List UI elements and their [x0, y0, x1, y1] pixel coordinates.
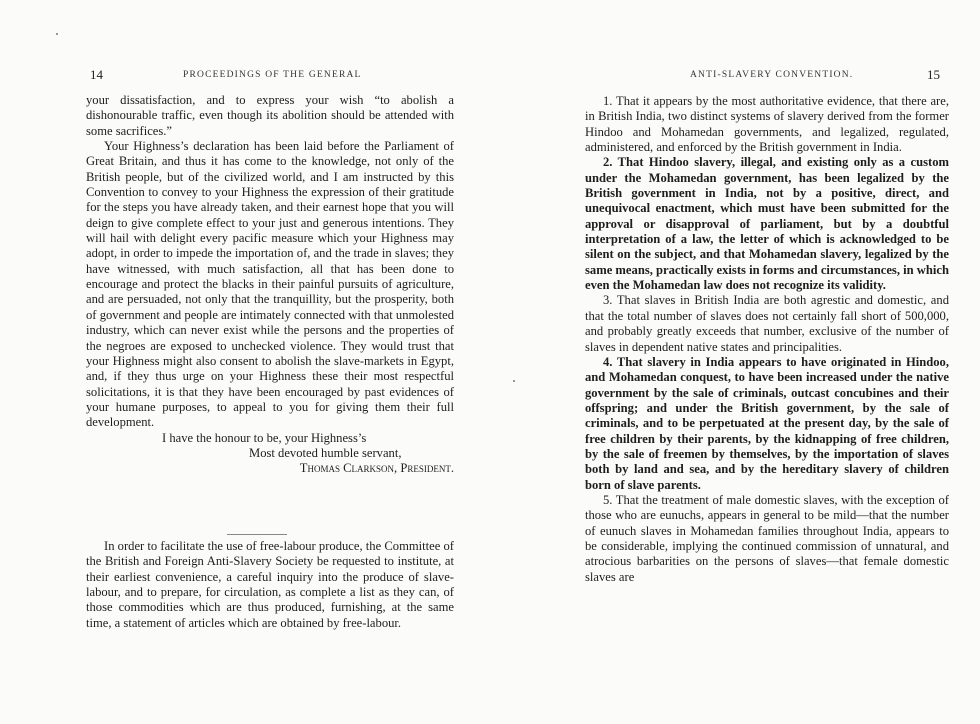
numbered-resolution-3: 3. That slaves in British India are both agrestic and domestic, and that the total number of slaves does not certainly fall short of 500,000, and probably greatly exceeds that number, exclusive of the number of slaves in dependent native states and principalities. [585, 293, 949, 354]
scan-speck [513, 380, 515, 382]
left-paragraph-3: In order to facilitate the use of free-labour produce, the Committee of the British and Foreign Anti-Slavery Society be requested to institute, at their earliest convenience, a careful inquiry into the produce of slave-labour, and to prepare, for circulation, as complete a list as they can, of those commodities which are thus produced, furnishing, at the same time, a statement of articles which are obtained by free-labour. [86, 539, 454, 630]
left-running-head: PROCEEDINGS OF THE GENERAL [183, 70, 362, 80]
right-running-head: ANTI-SLAVERY CONVENTION. [690, 70, 854, 80]
numbered-resolution-1: 1. That it appears by the most authoritative evidence, that there are, in British India, two distinct systems of slavery derived from the former Hindoo and Mohamedan governments, and legalized, regulated, administered, and enforced by the British government in India. [585, 94, 949, 155]
numbered-resolution-5: 5. That the treatment of male domestic slaves, with the exception of those who are eunuchs, appears in general to be mild—that the number of eunuch slaves in Mohamedan families throughout India, appears to be considerable, implying the continued commission of unnatural, and atrocious barbarities on the persons of slaves—that female domestic slaves are [585, 492, 949, 584]
letter-closing-line-1: I have the honour to be, your Highness’s [162, 430, 367, 445]
right-page-number: 15 [927, 67, 940, 82]
scan-speck [56, 33, 58, 35]
left-page-resolution [86, 539, 454, 631]
section-divider [227, 534, 287, 535]
left-paragraph-2: Your Highness’s declaration has been laid before the Parliament of Great Britain, and thus it has come to the knowledge, not only of the British people, but of the civilized world, and I am instructed by this Convention to convey to your Highness the expression of their gratitude for the steps you have already taken, and their earnest hope that you will deign to give complete effect to your just and generous intentions. They will hail with delight every pacific measure which your Highness may adopt, in order to impede the importation of, and the trade in slaves; they have witnessed, with much satisfaction, all that has been done to encourage and protect the blacks in their painful pursuits of agriculture, and are persuaded, not only that the tranquillity, but the prosperity, both of government and people are intimately connected with that unmolested industry, which can never exist while the persons and the properties of the negroes are exposed to unchecked violence. They would trust that your Highness might also consent to abolish the slave-markets in Egypt, and, if they thus urge on your Highness these their most respectful solicitations, it is that they have been encouraged by past evidences of your humane purposes, to appeal to you for giving them their full development. [86, 139, 454, 430]
letter-signature: Thomas Clarkson, President. [299, 461, 454, 476]
letter-closing-line-2: Most devoted humble servant, [249, 445, 402, 460]
left-paragraph-1: your dissatisfaction, and to express your wish “to abolish a dishonourable traffic, even though its abolition should be attended with some sacrifices.” [86, 93, 454, 138]
numbered-resolution-2: 2. That Hindoo slavery, illegal, and existing only as a custom under the Mohamedan government, has been legalized by the British government in India, not by a positive, direct, and unequivocal enactment, which must have been submitted for the approval or disapproval of parliament, but by a doubtful interpretation of a law, the letter of which is acknowledged to be silent on the subject, and that Mohamedan slavery, legalized by the same means, practically exists in forms and circumstances, in which even the Mohamedan law does not recognize its validity. [585, 155, 949, 293]
right-page [490, 0, 980, 724]
left-page-number: 14 [90, 67, 103, 82]
right-page-body [585, 94, 949, 585]
numbered-resolution-4: 4. That slavery in India appears to have originated in Hindoo, and Mohamedan conquest, to have been increased under the native government by the sale of criminals, outcast concubines and their offspring; and under the British government, by the sale of criminals, and to be perpetuated at the present day, by the sale of free children by their parents, by the kidnapping of free children, by the sale of freemen by themselves, by the importation of slaves both by land and sea, and by the hereditary slavery of children born of slave parents. [585, 354, 949, 492]
left-page-body [86, 93, 454, 477]
